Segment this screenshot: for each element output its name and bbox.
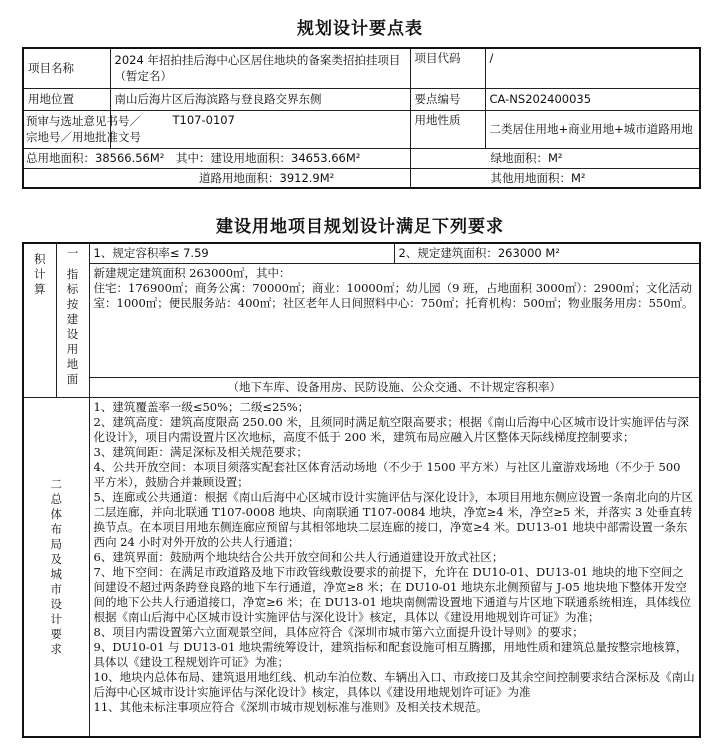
requirement-item: 2、建筑高度：建筑高度限高 250.00 米，且须同时满足航空限高要求；根据《南山后海中心区城市设计实施评估与深化设计》，项目内需设置片区次地标，高度不低于 200 米，建筑布局应融入片区整体天际线梯度控制要求； [93, 414, 689, 444]
road-area: 道路用地面积：3912.9M² [23, 168, 410, 188]
location: 南山后海片区后海滨路与登良路交界东侧 [110, 88, 410, 110]
project-name: 2024 年招拍挂后海中心区居住地块的备案类招拍挂项目（暂定名） [110, 48, 410, 88]
opinion-label [23, 110, 141, 148]
project-code: / [485, 48, 700, 88]
requirement-item: 7、地下空间：在满足市政道路及地下市政管线敷设要求的前提下，允许在 DU10-01、DU13-01 地块的地下空间之间建设不超过两条跨登良路的地下车行通道，净宽≥8 米；在 DU10-01 地块东北侧预留与 J-05 地块地下整体开发空间的地下公共人行通道接口，净宽≥6 米；在 DU13-01 地块南侧需设置地下通道与片区地下联通系统相连，具体线位根据《南山后海中心区城市设计实施评估与深化设计》核定，具体以《建设用地规划许可证》为准； [93, 564, 691, 624]
requirement-item: 5、连廊或公共通道：根据《南山后海中心区城市设计实施评估与深化设计》，本项目用地东侧应设置一条南北向的片区二层连廊，并向北联通 T107-0008 地块、向南联通 T107-0084 地块，净宽≥4 米，净空≥5 米，并落实 3 处垂直转换节点。在本项目用地东侧连廊应预留与其相邻地块二层连廊的接口，净宽≥4 米。DU13-01 地块中部需设置一条东西向 24 小时对外开放的公共人行通道； [93, 489, 694, 549]
total-area: 总用地面积：38566.56M² [26, 151, 165, 165]
requirement-item: 10、地块内总体布局、建筑退用地红线、机动车泊位数、车辆出入口、市政接口及其余空间控制要求结合深标及《南山后海中心区城市设计实施评估与深化设计》核定，具体以《建设用地规划许可证》为准 [93, 669, 695, 699]
requirement-item: 6、建筑界面：鼓励两个地块结合公共开放空间和公共人行通道建设开放式社区； [93, 549, 504, 564]
requirement-item: 1、建筑覆盖率一级≤50%；二级≤25%； [93, 399, 310, 414]
section2-content [89, 397, 700, 737]
opinion-label-line1: 预审与选址意见书号／ [26, 114, 141, 128]
area-row-1 [23, 148, 410, 168]
requirement-item: 8、项目内需设置第六立面观景空间，具体应符合《深圳市城市第六立面提升设计导则》的要求； [93, 624, 584, 639]
location-label: 用地位置 [23, 88, 110, 110]
construction-area: 其中：建设用地面积：34653.66M² [176, 151, 361, 165]
section1-note: （地下车库、设备用房、民防设施、公众交通、不计规定容积率） [89, 377, 700, 397]
section1-sublabel: 一 指 标 按 建 设 用 地 面 [56, 243, 89, 397]
gfa-detail-line1: 新建规定建筑面积 263000㎡，其中： [93, 265, 291, 280]
other-area: 其他用地面积：M² [410, 168, 700, 188]
summary-table [22, 47, 701, 189]
gfa-detail [89, 263, 700, 377]
project-code-label: 项目代码 [410, 48, 485, 88]
far-requirement: 1、规定容积率≤ 7.59 [89, 243, 394, 263]
land-nature-label: 用地性质 [410, 110, 485, 148]
section2-label: 二 总 体 布 局 及 城 市 设 计 要 求 [23, 397, 89, 737]
requirements-title: 建设用地项目规划设计满足下列要求 [216, 217, 504, 237]
opinion-label-line2: 宗地号／用地批准文号 [26, 130, 141, 144]
land-nature: 二类居住用地+商业用地+城市道路用地 [485, 110, 700, 148]
point-code-label: 要点编号 [410, 88, 485, 110]
requirement-item: 3、建筑间距：满足深标及相关规范要求； [93, 444, 308, 459]
requirements-table [22, 242, 701, 738]
project-name-label: 项目名称 [23, 48, 110, 88]
page-title: 规划设计要点表 [297, 19, 423, 39]
gfa-requirement: 2、规定建筑面积：263000 M² [394, 243, 700, 263]
gfa-detail-line2: 住宅：176900㎡；商务公寓：70000㎡；商业：10000㎡；幼儿园（9 班，占地面积 3000㎡）：2900㎡；文化活动室：1000㎡；便民服务站：400㎡；社区老年人日间照料中心：750㎡；托育机构：500㎡；物业服务用房：550㎡。 [93, 280, 694, 310]
requirement-item: 4、公共开放空间：本项目须落实配套社区体育活动场地（不少于 1500 平方米）与社区儿童游戏场地（不少于 500 平方米），鼓励合并兼顾设置； [93, 459, 681, 489]
requirement-item: 9、DU10-01 与 DU13-01 地块需统筹设计，建筑指标和配套设施可相互腾挪，用地性质和建筑总量按整宗地核算，具体以《建设工程规划许可证》为准； [93, 639, 688, 669]
requirement-item: 11、其他未标注事项应符合《深圳市城市规划标准与准则》及相关技术规范。 [93, 699, 488, 714]
green-area: 绿地面积：M² [410, 148, 700, 168]
opinion-number: T107-0107 [110, 110, 410, 148]
point-code: CA-NS202400035 [485, 88, 700, 110]
section1-label: 积 计 算 [23, 243, 56, 397]
